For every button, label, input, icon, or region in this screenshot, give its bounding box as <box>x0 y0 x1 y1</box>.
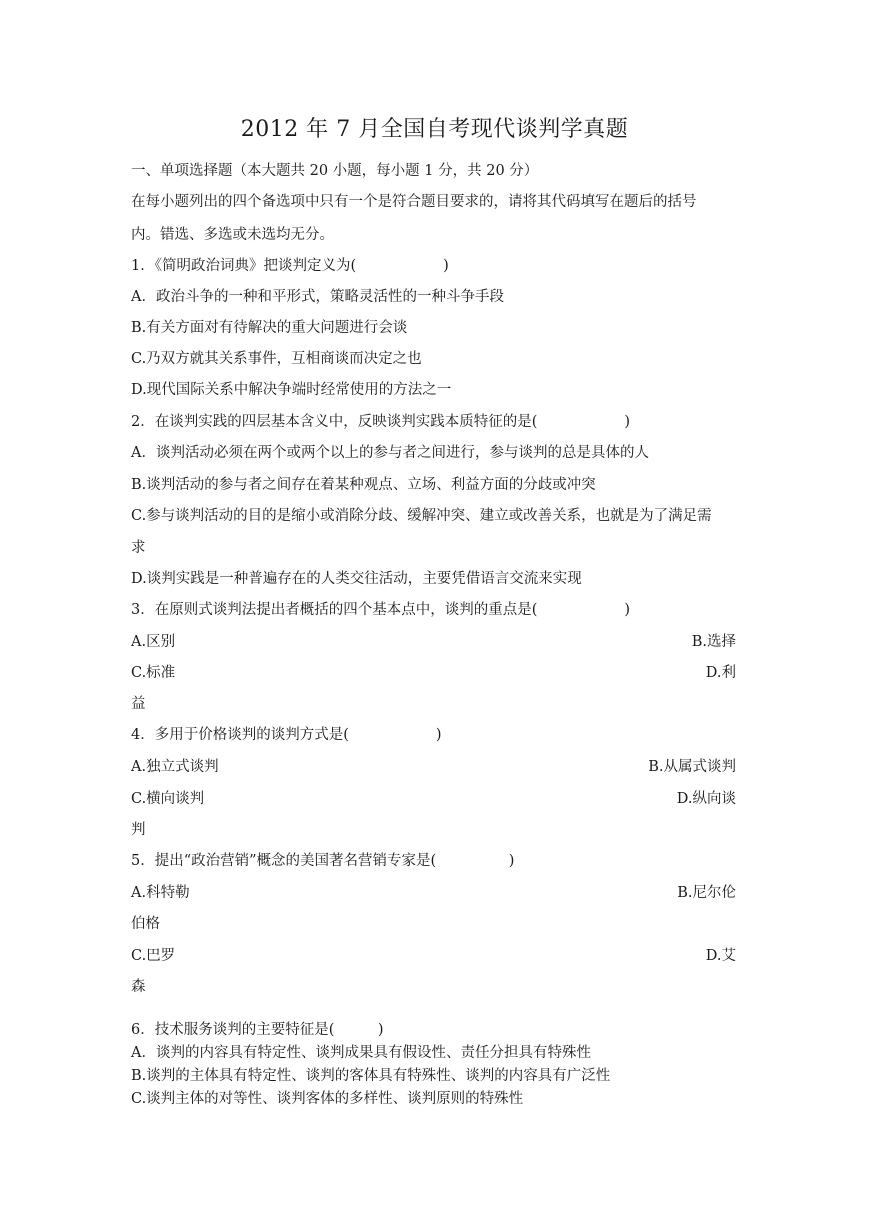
q5-option-b: B.尼尔伦 <box>677 885 736 901</box>
q1-stem: 1．《简明政治词典》把谈判定义为( ) <box>131 258 449 274</box>
q6-option-a: A．谈判的内容具有特定性、谈判成果具有假设性、责任分担具有特殊性 <box>131 1045 591 1061</box>
q3-stem: 3．在原则式谈判法提出者概括的四个基本点中，谈判的重点是( ) <box>131 602 631 618</box>
q1-option-b: B.有关方面对有待解决的重大问题进行会谈 <box>131 320 408 336</box>
instruction-line-2: 内。错选、多选或未选均无分。 <box>131 227 334 243</box>
q2-option-c-line1: C.参与谈判活动的目的是缩小或消除分歧、缓解冲突、建立或改善关系，也就是为了满足需 <box>131 508 712 524</box>
q2-stem: 2．在谈判实践的四层基本含义中，反映谈判实践本质特征的是( ) <box>131 414 631 430</box>
q1-option-d: D.现代国际关系中解决争端时经常使用的方法之一 <box>131 382 452 398</box>
q3-option-a: A.区别 <box>131 634 176 650</box>
q6-option-c: C.谈判主体的对等性、谈判客体的多样性、谈判原则的特殊性 <box>131 1091 524 1107</box>
q4-option-a: A.独立式谈判 <box>131 759 219 775</box>
page-title: 2012 年 7 月全国自考现代谈判学真题 <box>240 117 629 142</box>
q2-option-b: B.谈判活动的参与者之间存在着某种观点、立场、利益方面的分歧或冲突 <box>131 477 596 493</box>
q1-option-c: C.乃双方就其关系事件，互相商谈而决定之也 <box>131 351 422 367</box>
q5-option-c: C.巴罗 <box>131 948 176 964</box>
q5-option-a: A.科特勒 <box>131 885 190 901</box>
q4-option-c: C.横向谈判 <box>131 791 205 807</box>
q5-option-b-wrap: 伯格 <box>131 916 160 932</box>
q2-option-a: A．谈判活动必须在两个或两个以上的参与者之间进行，参与谈判的总是具体的人 <box>131 445 649 461</box>
q2-option-d: D.谈判实践是一种普遍存在的人类交往活动，主要凭借语言交流来实现 <box>131 571 582 587</box>
q3-option-d: D.利 <box>705 665 736 681</box>
q6-option-b: B.谈判的主体具有特定性、谈判的客体具有特殊性、谈判的内容具有广泛性 <box>131 1068 611 1084</box>
q3-option-c: C.标准 <box>131 665 176 681</box>
q5-option-d-wrap: 森 <box>131 979 146 995</box>
q4-option-d-wrap: 判 <box>131 822 146 838</box>
q4-option-b: B.从属式谈判 <box>648 759 736 775</box>
q2-option-c-line2: 求 <box>131 540 146 556</box>
q6-stem: 6．技术服务谈判的主要特征是( ) <box>131 1022 384 1038</box>
q4-option-d: D.纵向谈 <box>676 791 736 807</box>
q4-stem: 4．多用于价格谈判的谈判方式是( ) <box>131 727 442 743</box>
q3-option-b: B.选择 <box>691 634 736 650</box>
q5-stem: 5．提出“政治营销”概念的美国著名营销专家是( ) <box>131 853 515 869</box>
instruction-line-1: 在每小题列出的四个备选项中只有一个是符合题目要求的，请将其代码填写在题后的括号 <box>131 194 697 210</box>
q3-option-d-wrap: 益 <box>131 696 146 712</box>
q1-option-a: A．政治斗争的一种和平形式，策略灵活性的一种斗争手段 <box>131 289 504 305</box>
section-header: 一、单项选择题（本大题共 20 小题，每小题 1 分，共 20 分） <box>131 163 539 179</box>
q5-option-d: D.艾 <box>705 948 736 964</box>
